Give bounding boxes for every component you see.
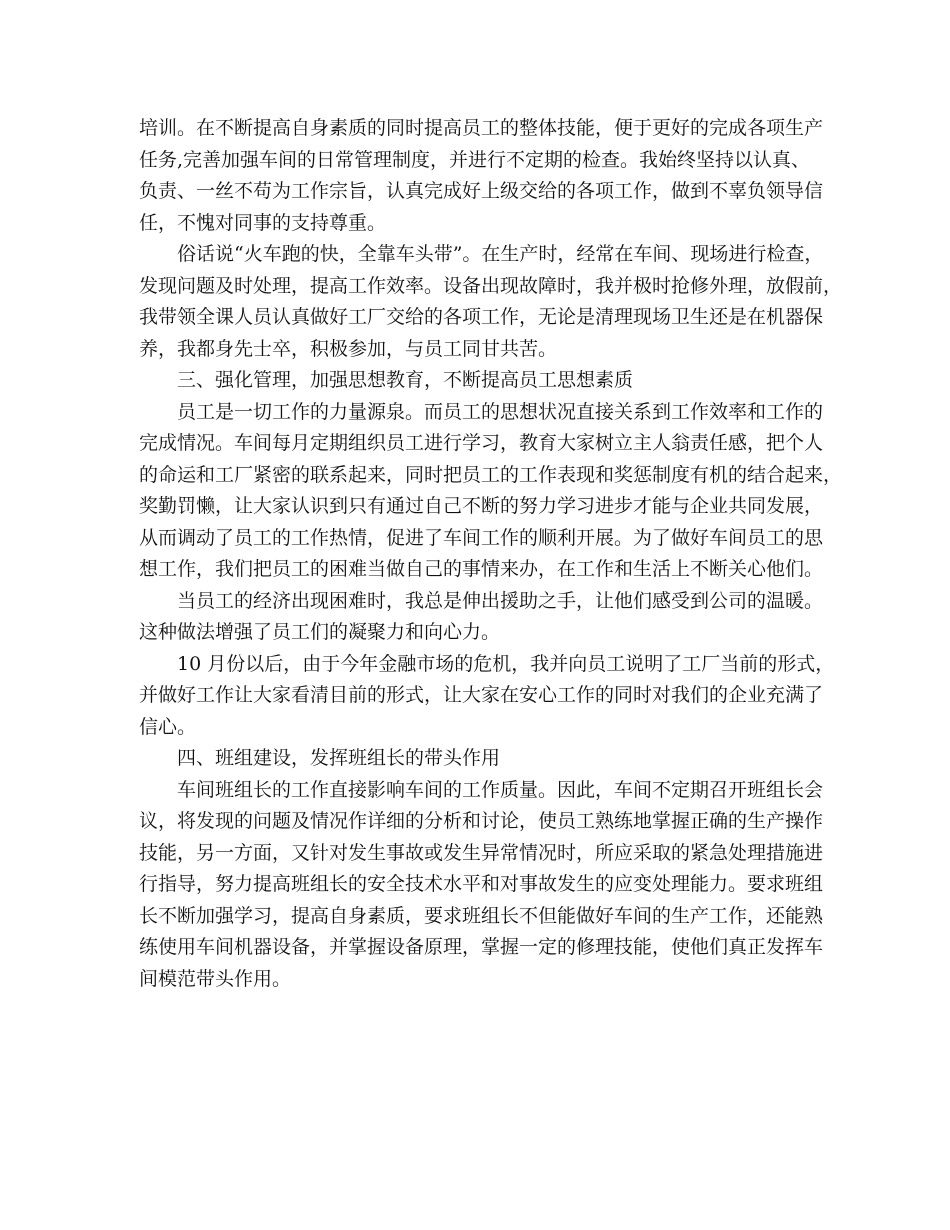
text-line: 负责、一丝不苟为工作宗旨，认真完成好上级交给的各项工作，做到不辜负领导信 [139,180,824,202]
text-line: 任，不愧对同事的支持尊重。 [139,211,387,234]
section-heading: 三、强化管理，加强思想教育，不断提高员工思想素质 [177,369,634,391]
text-line: 任务,完善加强车间的日常管理制度，并进行不定期的检查。我始终坚持以认真、 [139,148,811,171]
text-line: 这种做法增强了员工们的凝聚力和向心力。 [139,621,501,643]
text-line: 练使用车间机器设备，并掌握设备原理，掌握一定的修理技能，使他们真正发挥车 [139,936,824,958]
document-body [139,113,843,995]
text-line: 培训。在不断提高自身素质的同时提高员工的整体技能，便于更好的完成各项生产 [139,117,824,139]
text-line: 从而调动了员工的工作热情，促进了车间工作的顺利开展。为了做好车间员工的思 [139,526,824,549]
text-line: 长不断加强学习，提高自身素质，要求班组长不但能做好车间的生产工作，还能熟 [139,904,824,927]
text-line: 技能，另一方面，又针对发生事故或发生异常情况时，所应采取的紧急处理措施进 [139,841,824,864]
text-line: 发现问题及时处理，提高工作效率。设备出现故障时，我并极时抢修外理，放假前， [139,274,843,297]
text-line: 完成情况。车间每月定期组织员工进行学习，教育大家树立主人翁责任感，把个人 [139,432,824,454]
text-line: 并做好工作让大家看清目前的形式，让大家在安心工作的同时对我们的企业充满了 [139,684,824,706]
text-line: 议，将发现的问题及情况作详细的分析和讨论，使员工熟练地掌握正确的生产操作 [139,810,824,832]
text-line: 车间班组长的工作直接影响车间的工作质量。因此，车间不定期召开班组长会 [177,778,824,801]
text-line: 的命运和工厂紧密的联系起来，同时把员工的工作表现和奖惩制度有机的结合起来， [139,463,843,486]
text-line: 想工作，我们把员工的困难当做自己的事情来办，在工作和生活上不断关心他们。 [139,558,824,580]
text-line: 员工是一切工作的力量源泉。而员工的思想状况直接关系到工作效率和工作的 [177,400,824,423]
text-line: 俗话说“火车跑的快，全靠车头带”。在生产时，经常在车间、现场进行检查， [177,243,824,265]
text-line: 信心。 [139,715,197,738]
text-line: 养，我都身先士卒，积极参加，与员工同甘共苦。 [139,337,558,360]
text-line: 我带领全课人员认真做好工厂交给的各项工作，无论是清理现场卫生还是在机器保 [139,306,824,328]
text-line: 间模范带头作用。 [139,967,292,990]
text-line: 奖勤罚懒，让大家认识到只有通过自己不断的努力学习进步才能与企业共同发展， [139,495,824,517]
text-line: 10 月份以后，由于今年金融市场的危机，我并向员工说明了工厂当前的形式， [177,652,835,675]
text-line: 行指导，努力提高班组长的安全技术水平和对事故发生的应变处理能力。要求班组 [139,873,824,895]
text-line: 当员工的经济出现困难时，我总是伸出援助之手，让他们感受到公司的温暖。 [177,589,824,612]
section-heading: 四、班组建设，发挥班组长的带头作用 [177,747,501,769]
